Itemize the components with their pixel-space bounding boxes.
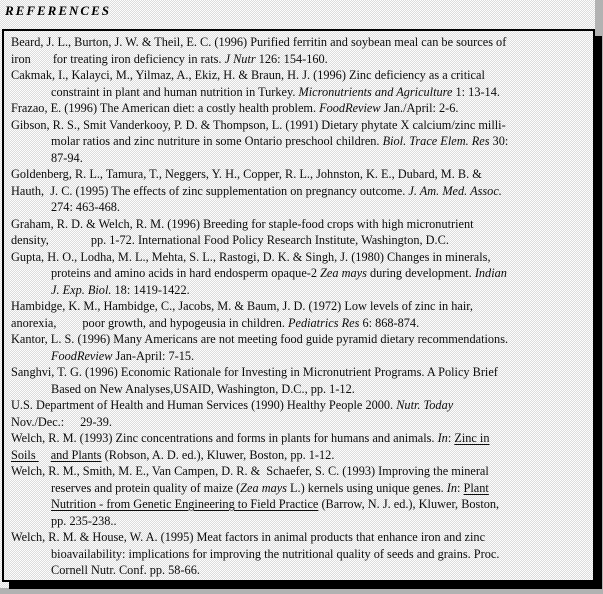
- reference-text: proteins and amino acids in hard endosperm opaque-2: [51, 266, 321, 280]
- reference-text: molar ratios and zinc nutriture in some Ontario preschool children.: [51, 134, 383, 148]
- reference-text: Nutrition - from Genetic Engineering to Field Practice: [51, 497, 319, 511]
- reference-text: 6: 868-874.: [359, 315, 420, 330]
- reference-line: [11, 381, 591, 398]
- reference-text: Jan./April: 2-6.: [380, 101, 459, 115]
- reference-text: (Barrow, N. J. ed.), Kluwer, Boston,: [318, 497, 500, 511]
- reference-text: FoodReview: [319, 101, 381, 115]
- reference-text: In: [437, 431, 448, 445]
- reference-line: [11, 414, 591, 431]
- reference-text: iron: [11, 51, 31, 66]
- reference-text: J. Exp. Biol.: [51, 282, 112, 297]
- reference-text: Pediatrics Res: [288, 315, 360, 330]
- reference-text: Based on New Analyses,USAID, Washington, D.C., pp. 1-12.: [51, 381, 355, 396]
- reference-line: [11, 216, 591, 233]
- reference-line: [11, 199, 591, 216]
- reference-text: J. Am. Med. Assoc.: [408, 183, 502, 198]
- reference-text: Goldenberg, R. L., Tamura, T., Neggers, Y. H., Copper, R. L., Johnston, K. E., Dubard, M. B. &: [11, 167, 482, 181]
- reference-text: pp. 1-72. International Food Policy Research Institute, Washington, D.C.: [90, 233, 449, 247]
- reference-text: 126: 154-160.: [255, 51, 328, 66]
- reference-line: [11, 166, 591, 183]
- reference-line: [11, 496, 591, 513]
- reference-text: poor growth, and hypogeusia in children.: [82, 315, 288, 330]
- reference-text: :: [447, 431, 455, 445]
- reference-text: Biol. Trace Elem. Res: [382, 134, 490, 148]
- reference-line: [11, 562, 591, 579]
- reference-text: J Nutr: [224, 51, 256, 66]
- reference-text: FoodReview: [51, 348, 113, 363]
- tab-gap: [39, 458, 51, 459]
- reference-line: [11, 232, 591, 249]
- reference-line: [11, 282, 591, 299]
- reference-line: [11, 546, 591, 563]
- reference-line: [11, 463, 591, 480]
- reference-line: [11, 51, 591, 68]
- reference-line: [11, 183, 591, 200]
- reference-text: density,: [11, 233, 49, 247]
- reference-text: reserves and protein quality of maize (: [51, 480, 241, 495]
- reference-text: bioavailability: implications for improving the nutritional quality of seeds and grains. Proc.: [51, 546, 500, 561]
- tab-gap: [64, 425, 80, 426]
- reference-text: In: [446, 480, 458, 495]
- window-margin-bottom: [0, 588, 603, 594]
- reference-line: [11, 430, 591, 447]
- reference-line: [11, 150, 591, 167]
- reference-text: Soils: [11, 447, 39, 462]
- page-title: REFERENCES: [5, 3, 111, 18]
- reference-text: Welch, R. M. & House, W. A. (1995) Meat factors in animal products that enhance iron and zinc: [11, 530, 486, 544]
- reference-text: 1: 13-14.: [452, 84, 500, 99]
- reference-line: [11, 315, 591, 332]
- reference-text: Hambidge, K. M., Hambidge, C., Jacobs, M. & Baum, J. D. (1972) Low levels of zinc in hair,: [11, 299, 473, 313]
- references-list: [11, 34, 591, 579]
- references-textbox: [2, 29, 595, 582]
- reference-text: L.) kernels using unique genes.: [286, 480, 447, 495]
- reference-text: Welch, R. M. (1993) Zinc concentrations and forms in plants for humans and animals.: [11, 431, 438, 445]
- reference-text: Jan-April: 7-15.: [112, 348, 195, 363]
- reference-text: (Robson, A. D. ed.), Kluwer, Boston, pp. 1-12.: [101, 447, 335, 462]
- reference-text: Hauth, J. C. (1995) The effects of zinc supplementation on pregnancy outcome.: [11, 183, 409, 198]
- reference-line: [11, 100, 591, 117]
- reference-line: [11, 249, 591, 266]
- reference-text: :: [457, 480, 464, 495]
- reference-text: Micronutrients and Agriculture: [298, 84, 453, 99]
- reference-text: U.S. Department of Health and Human Services (1990) Healthy People 2000.: [11, 398, 397, 412]
- reference-text: during development.: [366, 266, 475, 280]
- reference-text: Zea mays: [240, 480, 287, 495]
- reference-line: [11, 364, 591, 381]
- reference-text: Welch, R. M., Smith, M. E., Van Campen, D. R. & Schaefer, S. C. (1993) Improving the mineral: [11, 464, 489, 478]
- reference-line: [11, 298, 591, 315]
- reference-text: pp. 235-238..: [51, 513, 117, 528]
- reference-text: Nutr. Today: [396, 398, 454, 412]
- reference-line: [11, 348, 591, 365]
- reference-text: Indian: [474, 266, 507, 280]
- tab-gap: [31, 62, 53, 63]
- reference-text: 18: 1419-1422.: [111, 282, 190, 297]
- reference-line: [11, 397, 591, 414]
- tab-gap: [49, 243, 91, 244]
- reference-text: 29-39.: [80, 414, 112, 429]
- reference-text: Plant: [463, 480, 489, 495]
- reference-text: 30:: [489, 134, 509, 148]
- reference-line: [11, 331, 591, 348]
- reference-text: Zinc in: [454, 431, 490, 445]
- reference-text: for treating iron deficiency in rats.: [52, 51, 225, 66]
- window-margin-right: [595, 0, 603, 594]
- reference-line: [11, 529, 591, 546]
- reference-text: 87-94.: [51, 150, 83, 165]
- reference-line: [11, 513, 591, 530]
- reference-text: Gibson, R. S., Smit Vanderkooy, P. D. & Thompson, L. (1991) Dietary phytate X calcium/zinc milli-: [11, 117, 506, 132]
- reference-text: 274: 463-468.: [51, 200, 120, 214]
- reference-text: Zea mays: [320, 266, 367, 280]
- reference-line: [11, 133, 591, 150]
- reference-line: [11, 67, 591, 84]
- reference-line: [11, 117, 591, 134]
- reference-text: anorexia,: [11, 315, 57, 330]
- reference-text: and Plants: [50, 447, 102, 462]
- reference-text: Cakmak, I., Kalayci, M., Yilmaz, A., Ekiz, H. & Braun, H. J. (1996) Zinc deficiency as a critical: [11, 68, 485, 82]
- reference-line: [11, 84, 591, 101]
- tab-gap: [56, 326, 82, 327]
- reference-text: Kantor, L. S. (1996) Many Americans are not meeting food guide pyramid dietary recommendations.: [11, 332, 509, 346]
- reference-text: Sanghvi, T. G. (1996) Economic Rationale for Investing in Micronutrient Programs. A Policy Brief: [11, 365, 498, 379]
- reference-text: Beard, J. L., Burton, J. W. & Theil, E. C. (1996) Purified ferritin and soybean meal can be sources of: [11, 35, 507, 49]
- reference-text: Gupta, H. O., Lodha, M. L., Mehta, S. L., Rastogi, D. K. & Singh, J. (1980) Changes in minerals,: [11, 249, 491, 264]
- reference-line: [11, 265, 591, 282]
- reference-line: [11, 480, 591, 497]
- reference-line: [11, 34, 591, 51]
- reference-text: Nov./Dec.:: [11, 414, 65, 429]
- reference-text: Cornell Nutr. Conf. pp. 58-66.: [51, 563, 200, 577]
- reference-text: Frazao, E. (1996) The American diet: a costly health problem.: [11, 101, 320, 115]
- reference-text: constraint in plant and human nutrition in Turkey.: [51, 84, 299, 99]
- reference-line: [11, 447, 591, 464]
- reference-text: Graham, R. D. & Welch, R. M. (1996) Breeding for staple-food crops with high micronutrient: [11, 216, 474, 231]
